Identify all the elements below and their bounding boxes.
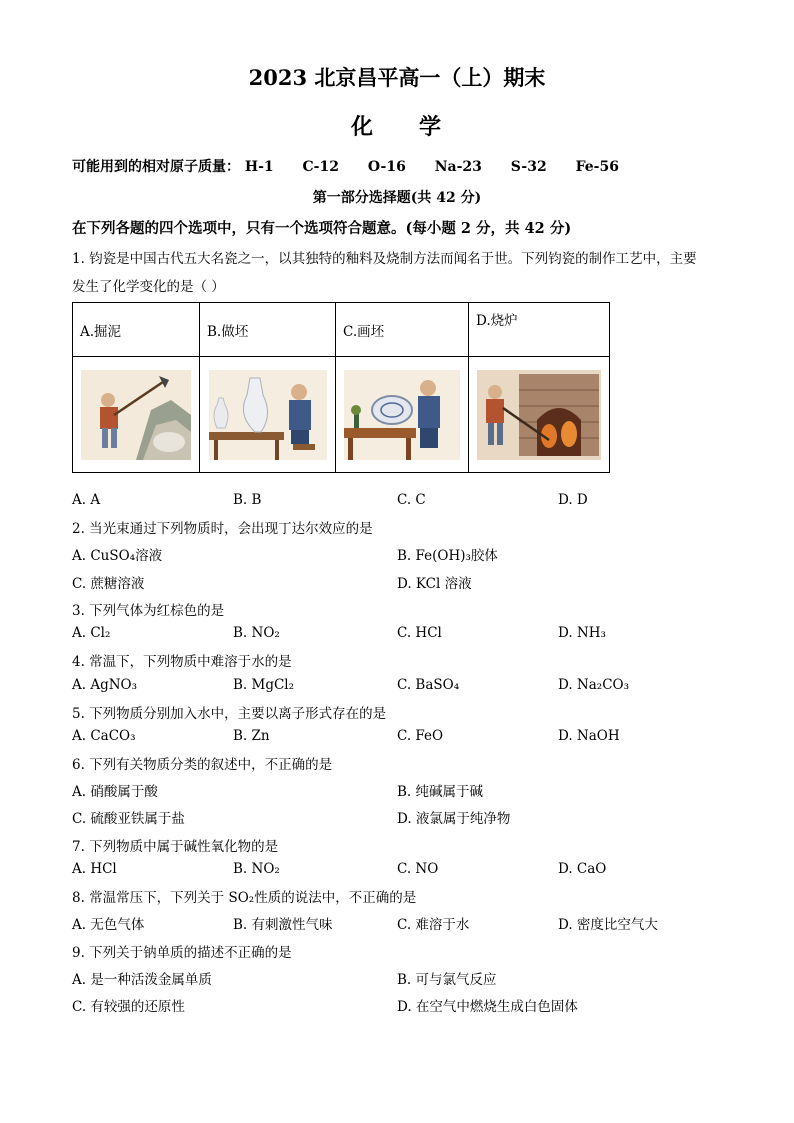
q5-option-b[interactable]: B. Zn — [233, 728, 270, 744]
q5-option-c[interactable]: C. FeO — [397, 728, 444, 744]
q2-option-b[interactable]: B. Fe(OH)₃胶体 — [397, 548, 498, 564]
q3-option-b[interactable]: B. NO₂ — [233, 625, 280, 641]
mass-h: H-1 — [244, 159, 274, 175]
atomic-masses — [72, 156, 643, 176]
q8-option-a[interactable]: A. 无色气体 — [72, 917, 145, 933]
q1-option-b[interactable]: B. B — [233, 492, 262, 508]
q1-option-c[interactable]: C. C — [397, 492, 426, 508]
q1-line1: 1. 钧瓷是中国古代五大名瓷之一，以其独特的釉料及烧制方法而闻名于世。下列钧瓷的制作工艺中，主要 — [72, 251, 697, 267]
q7-option-a[interactable]: A. HCl — [72, 861, 117, 877]
q8-option-b[interactable]: B. 有刺激性气味 — [233, 917, 333, 933]
subject-char-1: 化 — [350, 114, 375, 140]
q9-option-d[interactable]: D. 在空气中燃烧生成白色固体 — [397, 999, 578, 1015]
q1-cell-d-image — [469, 357, 610, 473]
q6-option-d[interactable]: D. 液氯属于纯净物 — [397, 811, 511, 827]
q1-option-a[interactable]: A. A — [72, 492, 101, 508]
q5-option-d[interactable]: D. NaOH — [558, 728, 620, 744]
q4-option-c[interactable]: C. BaSO₄ — [397, 677, 460, 693]
q7-option-b[interactable]: B. NO₂ — [233, 861, 280, 877]
q4-option-d[interactable]: D. Na₂CO₃ — [558, 677, 630, 693]
q3-stem: 3. 下列气体为红棕色的是 — [72, 603, 225, 619]
q9-option-c[interactable]: C. 有较强的还原性 — [72, 999, 185, 1015]
q7-stem: 7. 下列物质中属于碱性氧化物的是 — [72, 839, 279, 855]
q1-line2: 发生了化学变化的是（ ） — [72, 279, 225, 295]
mass-o: O-16 — [367, 159, 406, 175]
q3-option-a[interactable]: A. Cl₂ — [72, 625, 111, 641]
q1-cell-c-label: C.画坯 — [336, 303, 469, 357]
q7-option-c[interactable]: C. NO — [397, 861, 439, 877]
q7-option-d[interactable]: D. CaO — [558, 861, 607, 877]
mass-s: S-32 — [510, 159, 547, 175]
q4-option-a[interactable]: A. AgNO₃ — [72, 677, 138, 693]
digging-clay-illustration — [81, 370, 191, 460]
q1-cell-d-label: D.烧炉 — [469, 303, 610, 357]
section-title: 第一部分选择题(共 42 分) — [312, 190, 482, 206]
q6-option-c[interactable]: C. 硫酸亚铁属于盐 — [72, 811, 185, 827]
making-vessel-illustration — [209, 370, 327, 460]
q8-option-c[interactable]: C. 难溶于水 — [397, 917, 470, 933]
mass-na: Na-23 — [434, 159, 482, 175]
q4-stem: 4. 常温下，下列物质中难溶于水的是 — [72, 654, 292, 670]
atomic-masses-label: 可能用到的相对原子质量： — [72, 159, 240, 175]
q9-option-b[interactable]: B. 可与氯气反应 — [397, 972, 497, 988]
q8-stem: 8. 常温常压下，下列关于 SO₂性质的说法中，不正确的是 — [72, 890, 417, 906]
q5-option-a[interactable]: A. CaCO₃ — [72, 728, 136, 744]
firing-kiln-illustration — [477, 370, 601, 460]
painting-vessel-illustration — [344, 370, 460, 460]
q6-option-a[interactable]: A. 硝酸属于酸 — [72, 784, 158, 800]
q1-cell-b-image — [200, 357, 336, 473]
q3-option-d[interactable]: D. NH₃ — [558, 625, 606, 641]
q9-option-a[interactable]: A. 是一种活泼金属单质 — [72, 972, 212, 988]
q6-option-b[interactable]: B. 纯碱属于碱 — [397, 784, 484, 800]
page-title: 2023 北京昌平高一（上）期末 — [248, 65, 546, 90]
subject-char-2: 学 — [419, 114, 444, 140]
q1-process-table — [72, 302, 610, 473]
q1-cell-b-label: B.做坯 — [200, 303, 336, 357]
q1-cell-a-image — [73, 357, 200, 473]
q2-option-c[interactable]: C. 蔗糖溶液 — [72, 576, 145, 592]
q2-stem: 2. 当光束通过下列物质时，会出现丁达尔效应的是 — [72, 521, 373, 537]
q2-option-a[interactable]: A. CuSO₄溶液 — [72, 548, 163, 564]
q8-option-d[interactable]: D. 密度比空气大 — [558, 917, 658, 933]
q4-option-b[interactable]: B. MgCl₂ — [233, 677, 295, 693]
q1-option-d[interactable]: D. D — [558, 492, 588, 508]
q9-stem: 9. 下列关于钠单质的描述不正确的是 — [72, 945, 292, 961]
q3-option-c[interactable]: C. HCl — [397, 625, 442, 641]
q2-option-d[interactable]: D. KCl 溶液 — [397, 576, 472, 592]
mass-fe: Fe-56 — [575, 159, 619, 175]
instruction: 在下列各题的四个选项中，只有一个选项符合题意。(每小题 2 分，共 42 分) — [72, 220, 572, 237]
q1-cell-a-label: A.掘泥 — [73, 303, 200, 357]
q1-cell-c-image — [336, 357, 469, 473]
mass-c: C-12 — [302, 159, 339, 175]
q5-stem: 5. 下列物质分别加入水中，主要以离子形式存在的是 — [72, 706, 387, 722]
subject-title — [0, 110, 794, 141]
q6-stem: 6. 下列有关物质分类的叙述中，不正确的是 — [72, 757, 333, 773]
